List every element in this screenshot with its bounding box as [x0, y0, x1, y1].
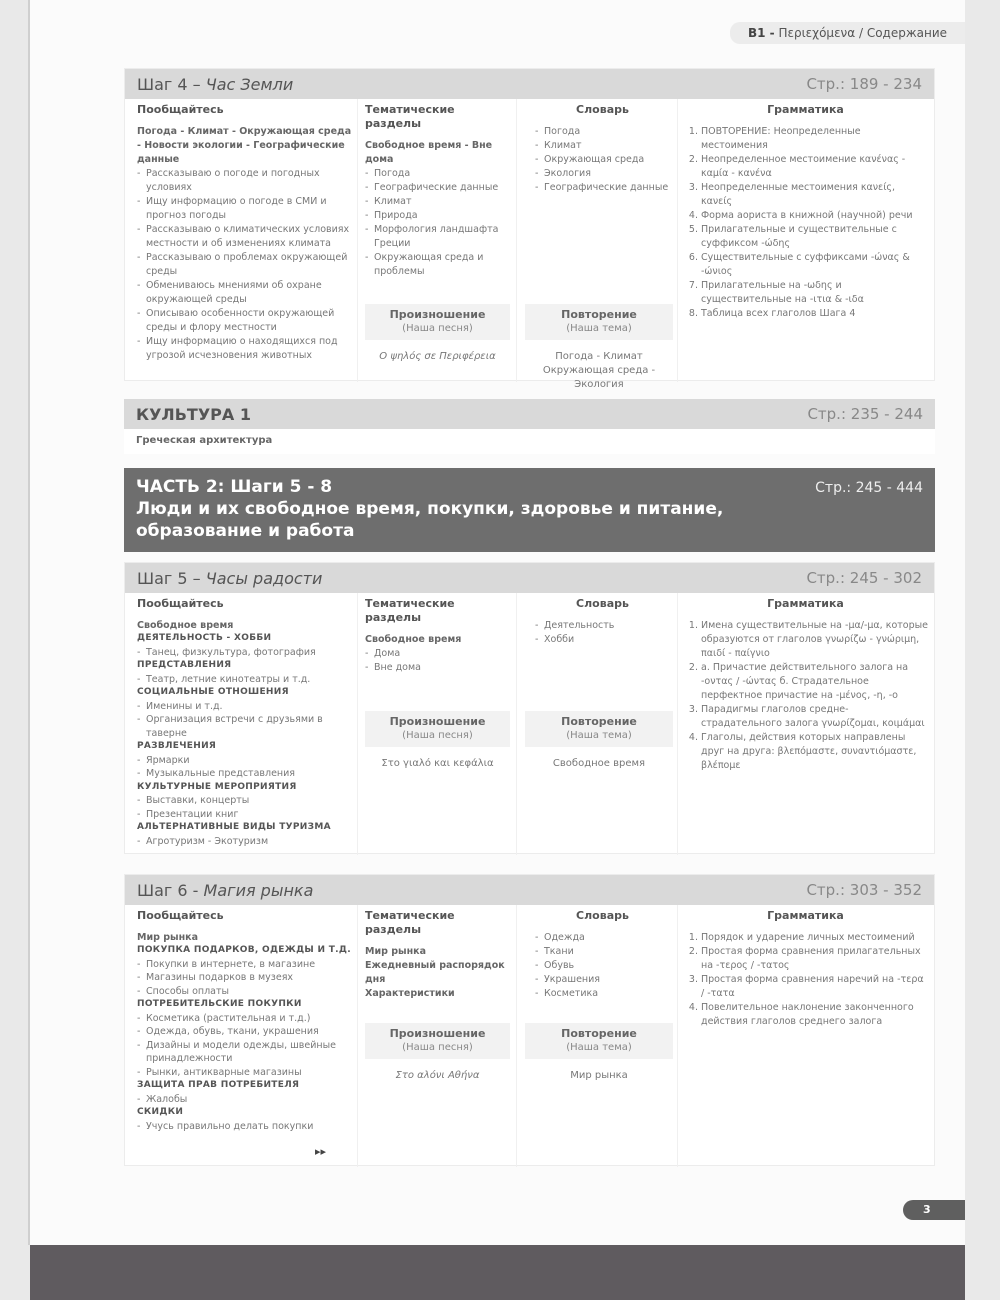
step6-topics: Тематические разделы Мир рынка Ежедневный распорядок дня Характеристики [365, 905, 510, 1001]
topic-line: Ежедневный распорядок дня [365, 960, 505, 985]
step6-section [124, 874, 935, 1166]
culture-header [124, 399, 935, 429]
step5-communicate: Пообщайтесь Свободное время ДЕЯТЕЛЬНОСТЬ - ХОББИ - Танец, физкультура, фотография ПРЕДСТАВЛЕНИЯ - Театр, летние кинотеатры и т.д. СОЦИАЛЬНЫЕ ОТНОШЕНИЯ - Именины и т.д. - Организация встречи с друзьями в таверне РАЗВЛЕЧЕНИЯ - Ярмарки - Музыкальные представления КУЛЬТУРНЫЕ МЕРОПРИЯТИЯ - Выставки, концерты - Презентации книг АЛЬТЕРНАТИВНЫЕ ВИДЫ ТУРИЗМА - Агротуризм - Экотуризм [137, 593, 352, 848]
part2-title-3: образование и работа [136, 521, 355, 541]
list-item: - Обувь [535, 959, 670, 973]
group-heading: ПОТРЕБИТЕЛЬСКИЕ ПОКУПКИ [137, 999, 302, 1009]
group-heading: СОЦИАЛЬНЫЕ ОТНОШЕНИЯ [137, 687, 289, 697]
list-item: - Хобби [535, 633, 670, 647]
list-item: - Морфология ландшафта Греции [365, 223, 510, 251]
list-item: - Презентации книг [137, 808, 352, 822]
list-item: - Одежда [535, 931, 670, 945]
step6-communicate: Пообщайтесь Мир рынка ПОКУПКА ПОДАРКОВ, ОДЕЖДЫ И Т.Д. - Покупки в интернете, в магазине - Магазины подарков в музеях - Способы оплаты ПОТРЕБИТЕЛЬСКИЕ ПОКУПКИ - Косметика (растительная и т.д.) - Одежда, обувь, ткани, украшения - Дизайны и модели одежды, швейные принадлежности - Рынки, антикварные магазины ЗАЩИТА ПРАВ ПОТРЕБИТЕЛЯ - Жалобы СКИДКИ - Учусь правильно делать покупки [137, 905, 352, 1133]
list-item: - Способы оплаты [137, 985, 352, 999]
grammar-item: 3. Неопределенные местоимения κανείς, κανείς [701, 181, 928, 209]
list-item: - Климат [365, 195, 510, 209]
list-item: - Покупки в интернете, в магазине [137, 958, 352, 972]
step4-section [124, 68, 935, 390]
list-item: - Жалобы [137, 1093, 352, 1107]
grammar-item: 1. ПОВТОРЕНИЕ: Неопределенные местоимения [701, 125, 928, 153]
list-item: - Учусь правильно делать покупки [137, 1120, 352, 1134]
list-item: - Дома [365, 647, 510, 661]
step4-grammar: Грамматика 1. ПОВТОРЕНИЕ: Неопределенные местоимения 2. Неопределенное местоимение κανένας - καμία - κανένα 3. Неопределенные местоимения κανείς, κανείς 4. Форма аориста в книжной (научной) речи 5. Прилагательные и существительные с суффиксом -ώδης 6. Существительные с суффиксами -ώνας & -ώνιος 7. Прилагательные на -ωδης и существительные на -ιτια & -ιδα 8. Таблица всех глаголов Шага 4 [683, 99, 928, 321]
step5-pages: Стр.: 245 - 302 [806, 569, 922, 587]
footer-bar [30, 1245, 965, 1300]
group-heading: ДЕЯТЕЛЬНОСТЬ - ХОББИ [137, 633, 272, 643]
header-title: Περιεχόμενα / Содержание [778, 26, 948, 40]
header-prefix: B1 - [748, 26, 775, 40]
list-item: - Погода [365, 167, 510, 181]
list-item: - Ищу информацию о находящихся под угрозой исчезновения животных [137, 335, 352, 363]
step5-section [124, 562, 935, 854]
step4-review: Повторение (Наша тема) Погода - Климат Окружающая среда - Экология [525, 304, 673, 392]
grammar-item: 7. Прилагательные на -ωδης и существительные на -ιτια & -ιδα [701, 279, 928, 307]
list-item: - Украшения [535, 973, 670, 987]
list-item: - Выставки, концерты [137, 794, 352, 808]
step5-topics: Тематические разделы Свободное время - Дома - Вне дома [365, 593, 510, 675]
step5-title: Шаг 5 – Часы радости [137, 568, 323, 588]
step6-grammar: Грамматика 1. Порядок и ударение личных местоимений 2. Простая форма сравнения прилагательных на -τερος / -τατος 3. Простая форма сравнения наречий на -τερα / -τατα 4. Повелительное наклонение законченного действия глаголов среднего залога [683, 905, 928, 1029]
part2-banner [124, 468, 935, 552]
running-header [730, 22, 965, 44]
list-item: - Ярмарки [137, 754, 352, 768]
part2-title-2: Люди и их свободное время, покупки, здоровье и питание, [136, 499, 724, 519]
list-item: - Окружающая среда и проблемы [365, 251, 510, 279]
list-item: - Косметика [535, 987, 670, 1001]
step5-review: Повторение (Наша тема) Свободное время [525, 711, 673, 771]
page-number: 3 [903, 1200, 965, 1220]
list-item: - Ищу информацию о погоде в СМИ и прогноз погоды [137, 195, 352, 223]
list-item: - Именины и т.д. [137, 700, 352, 714]
culture-pages: Стр.: 235 - 244 [807, 405, 923, 423]
group-heading: ЗАЩИТА ПРАВ ПОТРЕБИТЕЛЯ [137, 1080, 300, 1090]
grammar-item: 1. Имена существительные на -μα/-μα, которые образуются от глаголов γνωρίζω - γνώριμη, παιδί - παίγνιο [701, 619, 928, 661]
grammar-item: 2. а. Причастие действительного залога на -οντας / -ώντας б. Страдательное перфектное причастие на -μένος, -η, -ο [701, 661, 928, 703]
step4-topics: Тематические разделы Свободное время - Вне дома - Погода - Географические данные - Климат - Природа - Морфология ландшафта Греции - Окружающая среда и проблемы [365, 99, 510, 279]
list-item: - Климат [535, 139, 670, 153]
list-item: - Дизайны и модели одежды, швейные принадлежности [137, 1039, 352, 1066]
grammar-item: 4. Форма аориста в книжной (научной) речи [701, 209, 928, 223]
step4-communicate: Пообщайтесь Погода - Климат - Окружающая среда - Новости экологии - Географические данные - Рассказываю о погоде и погодных условиях - Ищу информацию о погоде в СМИ и прогноз погоды - Рассказываю о климатических условиях местности и об изменениях климата - Рассказываю о проблемах окружающей среды - Обмениваюсь мнениями об охране окружающей среды - Описываю особенности окружающей среды и флору местности - Ищу информацию о находящихся под угрозой исчезновения животных [137, 99, 352, 363]
step4-title: Шаг 4 – Час Земли [137, 74, 294, 94]
more-arrow-icon: ▸▸ [315, 1145, 327, 1158]
step5-grammar: Грамматика 1. Имена существительные на -μα/-μα, которые образуются от глаголов γνωρίζω - γνώριμη, παιδί - παίγνιο 2. а. Причастие действительного залога на -οντας / -ώντας б. Страдательное перфектное причастие на -μένος, -η, -ο 3. Парадигмы глаголов средне-страдательного залога γνωρίζομαι, κοιμάμαι 4. Глаголы, действия которых направлены друг на друга: βλεπόμαστε, συναντιόμαστε, βλέπομε [683, 593, 928, 773]
part2-pages: Стр.: 245 - 444 [815, 480, 923, 496]
culture-title: КУЛЬТУРА 1 [136, 404, 251, 424]
grammar-item: 2. Простая форма сравнения прилагательных на -τερος / -τατος [701, 945, 928, 973]
grammar-item: 4. Повелительное наклонение законченного действия глаголов среднего залога [701, 1001, 928, 1029]
list-item: - Одежда, обувь, ткани, украшения [137, 1025, 352, 1039]
grammar-item: 8. Таблица всех глаголов Шага 4 [701, 307, 928, 321]
list-item: - Описываю особенности окружающей среды и флору местности [137, 307, 352, 335]
group-heading: ПОКУПКА ПОДАРКОВ, ОДЕЖДЫ И Т.Д. [137, 945, 351, 955]
step4-pages: Стр.: 189 - 234 [806, 75, 922, 93]
list-item: - Деятельность [535, 619, 670, 633]
part2-title-1: ЧАСТЬ 2: Шаги 5 - 8 [136, 477, 333, 497]
list-item: - Театр, летние кинотеатры и т.д. [137, 673, 352, 687]
list-item: - Вне дома [365, 661, 510, 675]
grammar-item: 5. Прилагательные и существительные с суффиксом -ώδης [701, 223, 928, 251]
list-item: - Музыкальные представления [137, 767, 352, 781]
list-item: - Магазины подарков в музеях [137, 971, 352, 985]
list-item: - Рассказываю о климатических условиях местности и об изменениях климата [137, 223, 352, 251]
step4-vocab: Словарь - Погода - Климат - Окружающая среда - Экология - Географические данные [535, 99, 670, 195]
list-item: - Обмениваюсь мнениями об охране окружающей среды [137, 279, 352, 307]
list-item: - Косметика (растительная и т.д.) [137, 1012, 352, 1026]
list-item: - Агротуризм - Экотуризм [137, 835, 352, 849]
list-item: - Окружающая среда [535, 153, 670, 167]
group-heading: КУЛЬТУРНЫЕ МЕРОПРИЯТИЯ [137, 781, 297, 792]
topic-line: Характеристики [365, 988, 455, 999]
grammar-item: 4. Глаголы, действия которых направлены друг на друга: βλεπόμαστε, συναντιόμαστε, βλέπομε [701, 731, 928, 773]
grammar-item: 2. Неопределенное местоимение κανένας - καμία - κανένα [701, 153, 928, 181]
step4-header [125, 69, 934, 99]
topic-line: Мир рынка [365, 946, 427, 957]
grammar-item: 6. Существительные с суффиксами -ώνας & -ώνιος [701, 251, 928, 279]
step6-pronunciation: Произношение (Наша песня) Στο αλόνι Αθήνα [365, 1023, 510, 1083]
step6-vocab: Словарь - Одежда - Ткани - Обувь - Украшения - Косметика [535, 905, 670, 1001]
step6-review: Повторение (Наша тема) Мир рынка [525, 1023, 673, 1083]
group-heading: РАЗВЛЕЧЕНИЯ [137, 741, 217, 751]
grammar-item: 3. Простая форма сравнения наречий на -τερα / -τατα [701, 973, 928, 1001]
list-item: - Рынки, антикварные магазины [137, 1066, 352, 1080]
list-item: - Рассказываю о проблемах окружающей среды [137, 251, 352, 279]
step6-pages: Стр.: 303 - 352 [806, 881, 922, 899]
step5-vocab: Словарь - Деятельность - Хобби [535, 593, 670, 647]
list-item: - Организация встречи с друзьями в таверне [137, 713, 352, 740]
step6-header [125, 875, 934, 905]
grammar-item: 1. Порядок и ударение личных местоимений [701, 931, 928, 945]
step6-title: Шаг 6 - Магия рынка [137, 880, 314, 900]
group-heading: ПРЕДСТАВЛЕНИЯ [137, 660, 232, 670]
culture-section [124, 399, 935, 454]
step4-pronunciation: Произношение (Наша песня) О ψηλός σε Περιφέρεια [365, 304, 510, 364]
list-item: - Рассказываю о погоде и погодных условиях [137, 167, 352, 195]
list-item: - Погода [535, 125, 670, 139]
list-item: - Танец, физкультура, фотография [137, 646, 352, 660]
list-item: - Ткани [535, 945, 670, 959]
grammar-item: 3. Парадигмы глаголов средне-страдательного залога γνωρίζομαι, κοιμάμαι [701, 703, 928, 731]
list-item: - Географические данные [365, 181, 510, 195]
culture-subtitle: Греческая архитектура [136, 435, 273, 446]
step5-pronunciation: Произношение (Наша песня) Στο γιαλό και κεφάλια [365, 711, 510, 771]
group-heading: СКИДКИ [137, 1107, 184, 1117]
list-item: - Экология [535, 167, 670, 181]
group-heading: АЛЬТЕРНАТИВНЫЕ ВИДЫ ТУРИЗМА [137, 822, 331, 832]
list-item: - Географические данные [535, 181, 670, 195]
step5-header [125, 563, 934, 593]
list-item: - Природа [365, 209, 510, 223]
